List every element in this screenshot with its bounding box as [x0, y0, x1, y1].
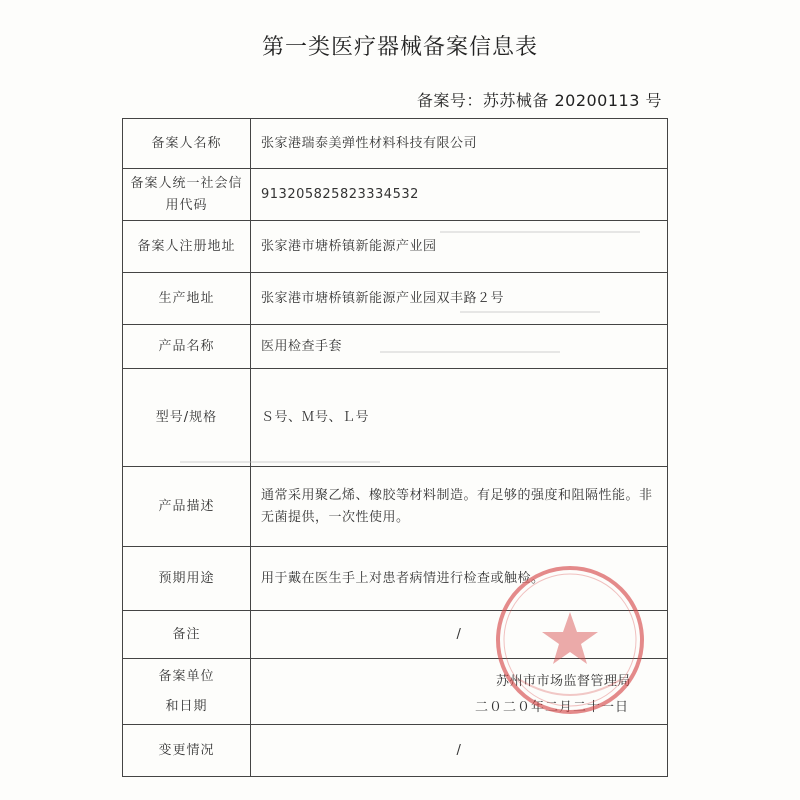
row-value: 913205825823334532: [251, 169, 668, 221]
row-label: 备案人名称: [123, 119, 251, 169]
table-row: [123, 325, 668, 369]
row-value: /: [251, 725, 668, 777]
row-label-line: 用代码: [165, 197, 208, 213]
row-value: 张家港市塘桥镇新能源产业园双丰路２号: [251, 273, 668, 325]
row-value: 张家港瑞泰美弹性材料科技有限公司: [251, 119, 668, 169]
table-row: [123, 119, 668, 169]
filing-date: 二０二０年二月二十一日: [474, 700, 629, 715]
table-row: [123, 547, 668, 611]
table-row: [123, 611, 668, 659]
row-label: 备案人注册地址: [123, 221, 251, 273]
table-row: [123, 221, 668, 273]
row-label: 产品名称: [123, 325, 251, 369]
row-label: 型号/规格: [123, 369, 251, 467]
row-label-line: 备案单位: [158, 668, 215, 684]
row-value: 医用检查手套: [251, 325, 668, 369]
row-label: 备注: [123, 611, 251, 659]
table-row: [123, 369, 668, 467]
record-info-table: [122, 118, 668, 777]
row-value: [251, 659, 668, 725]
table-row: [123, 725, 668, 777]
document-title: 第一类医疗器械备案信息表: [261, 35, 538, 60]
row-value: 通常采用聚乙烯、橡胶等材料制造。有足够的强度和阻隔性能。非无菌提供，一次性使用。: [251, 467, 668, 547]
row-value: 用于戴在医生手上对患者病情进行检查或触检。: [251, 547, 668, 611]
filing-unit-name: 苏州市市场监督管理局: [495, 674, 631, 689]
table-row: [123, 467, 668, 547]
row-label: [123, 169, 251, 221]
table-row: [123, 659, 668, 725]
row-value: /: [251, 611, 668, 659]
row-value: Ｓ号、Ｍ号、Ｌ号: [251, 369, 668, 467]
row-value: 张家港市塘桥镇新能源产业园: [251, 221, 668, 273]
row-label-line: 和日期: [165, 698, 208, 714]
table-row: [123, 169, 668, 221]
table-row: [123, 273, 668, 325]
row-label: 预期用途: [123, 547, 251, 611]
row-label: 生产地址: [123, 273, 251, 325]
row-label: 产品描述: [123, 467, 251, 547]
row-label: [123, 659, 251, 725]
row-label: 变更情况: [123, 725, 251, 777]
record-number: 备案号：苏苏械备 20200113 号: [416, 91, 662, 110]
row-label-line: 备案人统一社会信: [130, 175, 243, 191]
